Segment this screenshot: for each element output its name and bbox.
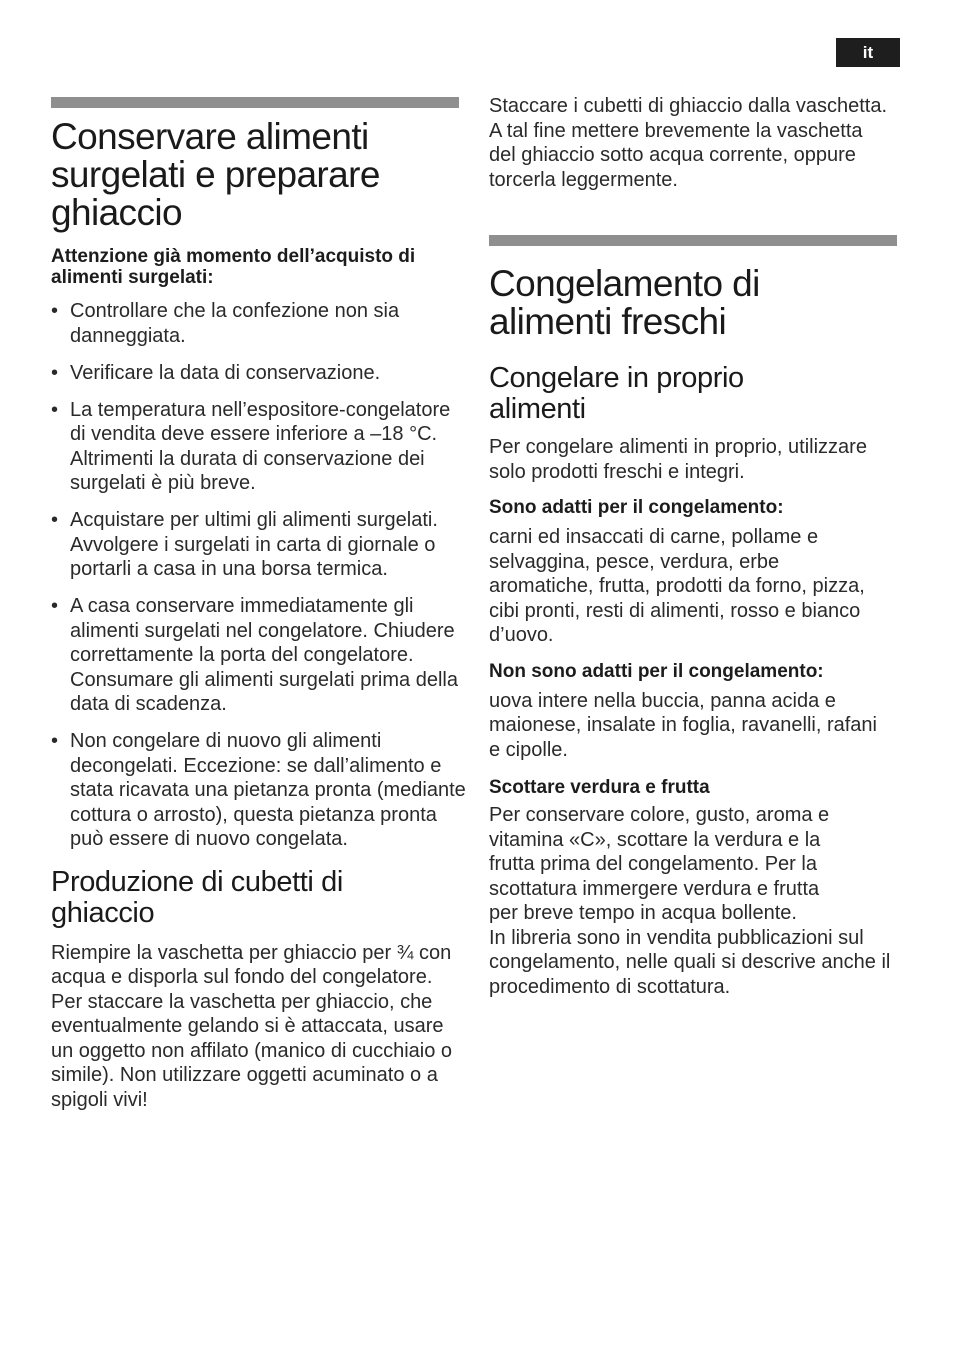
list-item-text: A casa conservare immediatamente gli alimenti surgelati nel congelatore. Chiudere correttamente la porta del congelatore. Consumare gli alimenti surgelati prima della data di scadenza. (70, 595, 458, 715)
right-column (489, 0, 899, 999)
language-badge: it (836, 38, 900, 67)
blanching-note-paragraph: In libreria sono in vendita pubblicazioni sul congelamento, nelle quali si descrive anche il procedimento di scottatura. (489, 926, 891, 998)
blanching-paragraph: Per conservare colore, gusto, aroma e vitamina «C», scottare la verdura e la frutta prima del congelamento. Per la scottatura immergere verdura e frutta per breve tempo in acqua bollente. (489, 804, 830, 924)
bullet-icon: • (51, 361, 59, 384)
bullet-icon: • (51, 398, 59, 421)
list-item (51, 299, 400, 348)
bullet-icon: • (51, 300, 59, 322)
suitable-heading: Sono adatti per il congelamento: (489, 497, 784, 518)
list-item-text: Controllare che la confezione non sia danneggiata. (70, 300, 400, 347)
section-title: Congelamento di alimenti freschi (489, 263, 760, 342)
unsuitable-heading: Non sono adatti per il congelamento: (489, 660, 824, 682)
bullet-icon: • (51, 595, 59, 617)
list-item (51, 508, 466, 582)
bullet-icon: • (51, 730, 59, 752)
bullet-icon: • (51, 509, 59, 531)
list-item (51, 398, 466, 496)
list-item-text: La temperatura nell’espositore-congelatore di vendita deve essere inferiore a –18 °C. Altrimenti la durata di conservazione dei surgelati è più breve. (70, 398, 451, 494)
ice-removal-paragraph: Staccare i cubetti di ghiaccio dalla vaschetta. A tal fine mettere brevemente la vaschetta del ghiaccio sotto acqua corrente, oppure torcerla leggermente. (489, 95, 887, 191)
section-title: Conservare alimenti surgelati e preparare ghiaccio (51, 116, 380, 233)
left-column (51, 0, 466, 1112)
section-rule (489, 235, 897, 246)
list-item-text: Verificare la data di conservazione. (70, 361, 381, 384)
blanching-heading: Scottare verdura e frutta (489, 777, 710, 798)
list-item-text: Acquistare per ultimi gli alimenti surgelati. Avvolgere i surgelati in carta di giornale o portarli a casa in una borsa termica. (70, 509, 438, 580)
ice-section-title: Produzione di cubetti di ghiaccio (51, 865, 343, 929)
suitable-paragraph: carni ed insaccati di carne, pollame e selvaggina, pesce, verdura, erbe aromatiche, frutta, prodotti da forno, pizza, cibi pronti, resti di alimenti, rosso e bianco d’uovo. (489, 526, 865, 646)
bullet-list (51, 299, 466, 852)
list-item-text: Non congelare di nuovo gli alimenti decongelati. Eccezione: se dall’alimento e stata ricavata una pietanza pronta (mediante cottura o arrosto), questa pietanza pronta può essere di nuovo congelata. (70, 730, 466, 850)
section-rule (51, 97, 459, 108)
list-item (51, 594, 466, 717)
subheading: Attenzione già momento dell’acquisto di alimenti surgelati: (51, 246, 416, 288)
ice-paragraph: Riempire la vaschetta per ghiaccio per ¾ con acqua e disporla sul fondo del congelatore. Per staccare la vaschetta per ghiaccio, che eventualmente gelando si è attaccata, usare un oggetto non affilato (manico di cucchiaio o simile). Non utilizzare oggetti acuminato o a spigoli vivi! (51, 941, 453, 1111)
freezing-intro-paragraph: Per congelare alimenti in proprio, utilizzare solo prodotti freschi e integri. (489, 436, 867, 483)
list-item (51, 361, 466, 386)
unsuitable-paragraph: uova intere nella buccia, panna acida e maionese, insalate in foglia, ravanelli, rafani e cipolle. (489, 689, 877, 761)
subsection-title: Congelare in proprio alimenti (489, 362, 744, 425)
list-item (51, 729, 466, 852)
